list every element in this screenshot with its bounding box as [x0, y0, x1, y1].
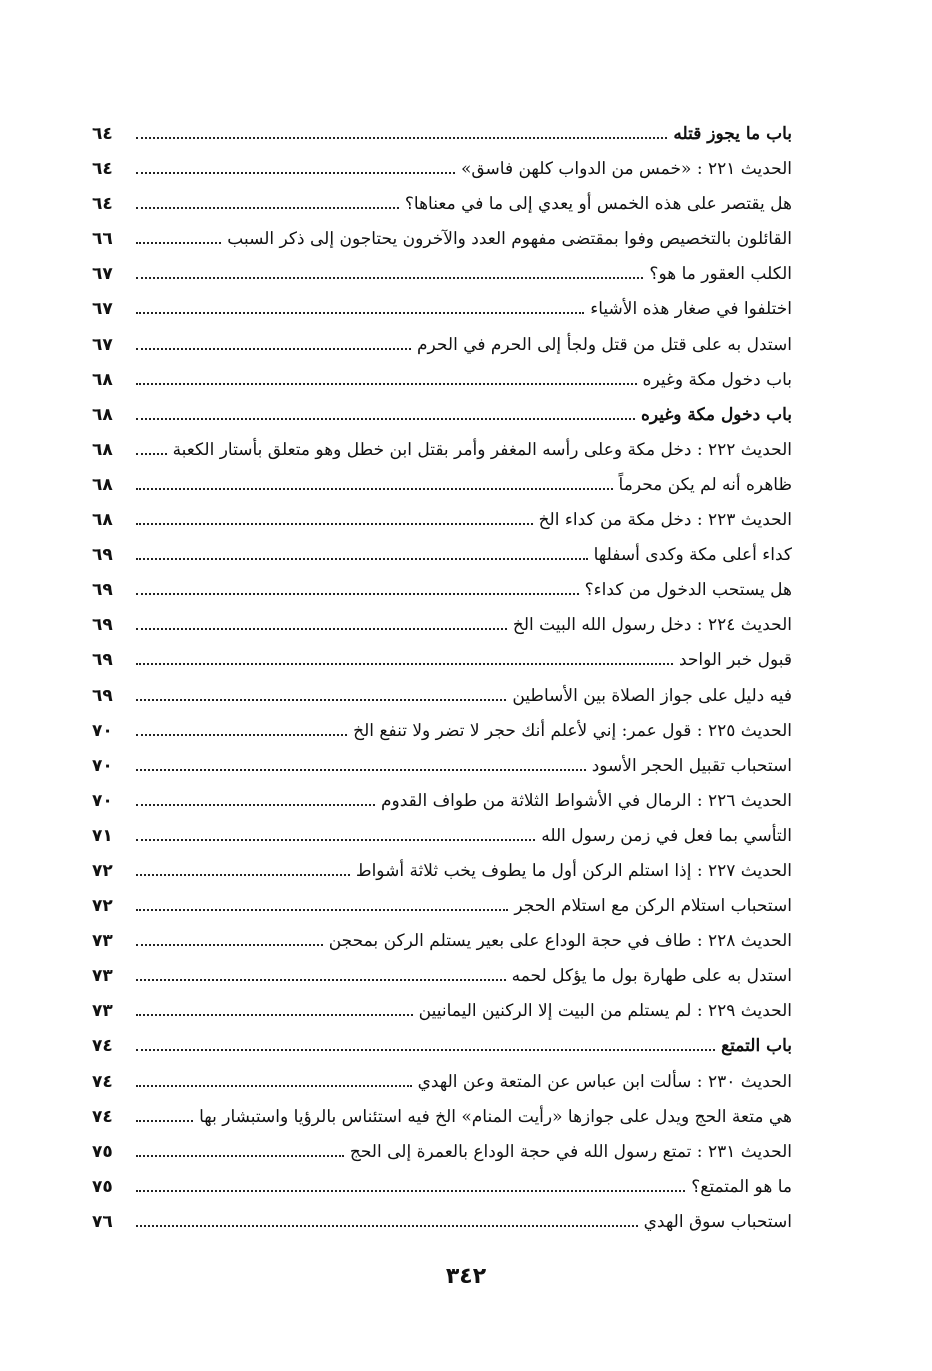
- toc-entry-title: التأسي بما فعل في زمن رسول الله: [541, 825, 792, 846]
- toc-page-number: ٦٨: [92, 404, 113, 425]
- toc-entry: [92, 749, 792, 784]
- dot-leader: [136, 1049, 715, 1051]
- toc-entry: [92, 573, 792, 608]
- toc-entry-title: هل يقتصر على هذه الخمس أو يعدي إلى ما في معناها؟: [404, 194, 792, 215]
- toc-page-number: ٦٤: [92, 194, 113, 215]
- toc-entry: [92, 398, 792, 433]
- toc-page-number: ٧٣: [92, 931, 113, 952]
- toc-page-number: ٦٩: [92, 580, 113, 601]
- toc-page-number: ٧٠: [92, 720, 113, 741]
- toc-page-number: ٦٧: [92, 299, 113, 320]
- toc-entry-title: كداء أعلى مكة وكدى أسفلها: [593, 545, 792, 566]
- dot-leader: [136, 137, 667, 139]
- toc-page-number: ٧٤: [92, 1071, 113, 1092]
- toc-entry: [92, 994, 792, 1029]
- toc-page-number: ٧٦: [92, 1211, 113, 1232]
- dot-leader: [136, 839, 535, 841]
- toc-page-number: ٦٧: [92, 264, 113, 285]
- toc-entry: [92, 503, 792, 538]
- dot-leader: [136, 1120, 193, 1122]
- toc-page-number: ٦٩: [92, 545, 113, 566]
- toc-entry: [92, 363, 792, 398]
- toc-entry: [92, 1100, 792, 1135]
- dot-leader: [136, 277, 643, 279]
- toc-entry: [92, 468, 792, 503]
- toc-page-number: ٧١: [92, 825, 113, 846]
- toc-entry: [92, 679, 792, 714]
- toc-entry-title: هي متعة الحج ويدل على جوازها «رأيت المنام» الخ فيه استئناس بالرؤيا واستبشار بها: [199, 1106, 792, 1127]
- toc-entry: [92, 257, 792, 292]
- toc-entry: [92, 117, 792, 152]
- toc-entry: [92, 328, 792, 363]
- toc-page-number: ٧٠: [92, 790, 113, 811]
- page-number: ٣٤٢: [445, 1264, 487, 1289]
- toc-entry-title: ظاهره أنه لم يكن محرماً: [618, 474, 792, 495]
- toc-page-number: ٦٤: [92, 124, 113, 144]
- toc-entry-title: قبول خبر الواحد: [678, 650, 792, 671]
- toc-entry: [92, 1065, 792, 1100]
- dot-leader: [136, 699, 506, 701]
- toc-entry-title: الحديث ٢٣٠ : سألت ابن عباس عن المتعة وعن الهدي: [417, 1071, 792, 1092]
- toc-entry-title: القائلون بالتخصيص وفوا بمقتضى مفهوم العدد والآخرون يحتاجون إلى ذكر السبب: [227, 229, 792, 250]
- toc-entry-title: استحباب تقبيل الحجر الأسود: [591, 755, 792, 776]
- toc-entry: [92, 1170, 792, 1205]
- toc-entry: [92, 187, 792, 222]
- toc-entry-title: الحديث ٢٢٤ : دخل رسول الله البيت الخ: [512, 615, 792, 636]
- dot-leader: [136, 663, 673, 665]
- toc-page-number: ٧٣: [92, 1001, 113, 1022]
- toc-page-number: ٦٤: [92, 159, 113, 180]
- toc-entry: [92, 819, 792, 854]
- toc-entry-title: الحديث ٢٢٣ : دخل مكة من كداء الخ: [538, 510, 792, 531]
- toc-entry-title: استحباب سوق الهدي: [643, 1211, 792, 1232]
- toc-entry-title: الحديث ٢٢١ : «خمس من الدواب كلهن فاسق»: [460, 159, 792, 180]
- toc-page-number: ٧٠: [92, 755, 113, 776]
- toc-page-number: ٧٢: [92, 860, 113, 881]
- toc-entry: [92, 959, 792, 994]
- dot-leader: [136, 1225, 638, 1227]
- toc-page-number: ٧٤: [92, 1106, 113, 1127]
- toc-entry-title: الحديث ٢٢٢ : دخل مكة وعلى رأسه المغفر وأمر بقتل ابن خطل وهو متعلق بأستار الكعبة: [172, 439, 792, 460]
- dot-leader: [136, 1190, 685, 1192]
- toc-page-number: ٦٧: [92, 334, 113, 355]
- dot-leader: [136, 172, 455, 174]
- dot-leader: [136, 242, 221, 244]
- dot-leader: [136, 207, 399, 209]
- dot-leader: [136, 979, 506, 981]
- toc-page-number: ٧٣: [92, 966, 113, 987]
- dot-leader: [136, 523, 533, 525]
- toc-page-number: ٧٢: [92, 896, 113, 917]
- toc-page-number: ٧٥: [92, 1176, 113, 1197]
- dot-leader: [136, 1014, 413, 1016]
- toc-section-heading: باب التمتع: [721, 1036, 792, 1057]
- toc-page-number: ٦٩: [92, 615, 113, 636]
- toc-page-number: ٦٨: [92, 510, 113, 531]
- toc-page-number: ٦٨: [92, 474, 113, 495]
- toc-entry: [92, 1135, 792, 1170]
- toc-entry-title: الحديث ٢٣١ : تمتع رسول الله في حجة الوداع بالعمرة إلى الحج: [349, 1141, 792, 1162]
- dot-leader: [136, 383, 637, 385]
- toc-entry: [92, 854, 792, 889]
- dot-leader: [136, 1155, 344, 1157]
- dot-leader: [136, 944, 323, 946]
- toc-entry-title: الكلب العقور ما هو؟: [649, 264, 792, 285]
- toc-entry: [92, 608, 792, 643]
- dot-leader: [136, 418, 635, 420]
- dot-leader: [136, 804, 375, 806]
- dot-leader: [136, 628, 507, 630]
- toc-entry-title: باب دخول مكة وغيره: [642, 369, 792, 390]
- dot-leader: [136, 909, 508, 911]
- dot-leader: [136, 593, 579, 595]
- toc-section-heading: باب ما يجوز قتله: [673, 124, 792, 144]
- dot-leader: [136, 734, 347, 736]
- toc-page-number: ٦٩: [92, 650, 113, 671]
- toc-entry-title: استدل به على طهارة بول ما يؤكل لحمه: [511, 966, 792, 987]
- table-of-contents: [92, 117, 792, 1240]
- toc-page-number: ٧٤: [92, 1036, 113, 1057]
- toc-section-heading: باب دخول مكة وغيره: [640, 404, 792, 425]
- toc-entry-title: الحديث ٢٢٥ : قول عمر: إني لأعلم أنك حجر لا تضر ولا تنفع الخ: [353, 720, 792, 741]
- toc-entry-title: هل يستحب الدخول من كداء؟: [584, 580, 792, 601]
- toc-entry: [92, 1029, 792, 1064]
- toc-entry: [92, 433, 792, 468]
- toc-page-number: ٦٩: [92, 685, 113, 706]
- toc-entry: [92, 292, 792, 327]
- toc-entry-title: ما هو المتمتع؟: [691, 1176, 792, 1197]
- dot-leader: [136, 348, 411, 350]
- toc-entry: [92, 924, 792, 959]
- toc-page-number: ٦٨: [92, 369, 113, 390]
- toc-entry-title: استدل به على قتل من قتل ولجأ إلى الحرم في الحرم: [417, 334, 792, 355]
- toc-entry: [92, 643, 792, 678]
- toc-entry-title: الحديث ٢٢٦ : الرمال في الأشواط الثلاثة من طواف القدوم: [381, 790, 792, 811]
- dot-leader: [136, 453, 167, 455]
- toc-entry: [92, 714, 792, 749]
- toc-page-number: ٦٨: [92, 439, 113, 460]
- toc-page-number: ٦٦: [92, 229, 113, 250]
- toc-entry: [92, 784, 792, 819]
- toc-entry: [92, 152, 792, 187]
- toc-entry-title: استحباب استلام الركن مع استلام الحجر: [514, 896, 792, 917]
- toc-entry-title: الحديث ٢٢٩ : لم يستلم من البيت إلا الركنين اليمانيين: [418, 1001, 792, 1022]
- toc-entry-title: الحديث ٢٢٧ : إذا استلم الركن أول ما يطوف يخب ثلاثة أشواط: [355, 860, 792, 881]
- toc-entry: [92, 222, 792, 257]
- toc-entry-title: اختلفوا في صغار هذه الأشياء: [590, 299, 792, 320]
- toc-entry-title: الحديث ٢٢٨ : طاف في حجة الوداع على بعير يستلم الركن بمحجن: [328, 931, 792, 952]
- toc-entry-title: فيه دليل على جواز الصلاة بين الأساطين: [512, 685, 792, 706]
- dot-leader: [136, 769, 586, 771]
- toc-entry: [92, 1205, 792, 1240]
- toc-entry: [92, 538, 792, 573]
- dot-leader: [136, 558, 588, 560]
- toc-entry: [92, 889, 792, 924]
- dot-leader: [136, 312, 584, 314]
- dot-leader: [136, 1085, 412, 1087]
- dot-leader: [136, 874, 350, 876]
- dot-leader: [136, 488, 613, 490]
- toc-page-number: ٧٥: [92, 1141, 113, 1162]
